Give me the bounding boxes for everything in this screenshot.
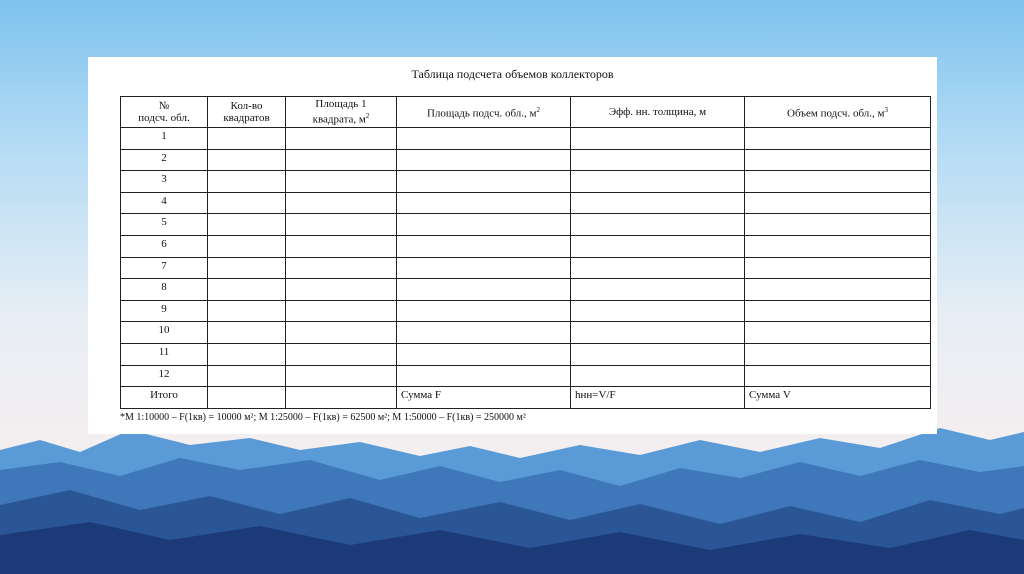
cell [286, 343, 397, 365]
cell [571, 300, 745, 322]
document-panel [88, 57, 937, 434]
cell [397, 171, 571, 193]
total-label: Итого [121, 387, 208, 409]
cell [208, 128, 286, 150]
cell [571, 192, 745, 214]
row-number: 7 [121, 257, 208, 279]
table-row [121, 257, 931, 279]
cell [208, 149, 286, 171]
cell [208, 171, 286, 193]
cell [286, 214, 397, 236]
cell [208, 365, 286, 387]
cell [286, 257, 397, 279]
row-number: 8 [121, 279, 208, 301]
cell [397, 300, 571, 322]
cell [745, 149, 931, 171]
cell [208, 214, 286, 236]
table-row [121, 171, 931, 193]
header-area-size: Площадь подсч. обл., $м^2$ [397, 97, 571, 128]
cell [286, 365, 397, 387]
cell [286, 149, 397, 171]
row-number: 5 [121, 214, 208, 236]
cell [571, 128, 745, 150]
table-row [121, 365, 931, 387]
cell [745, 235, 931, 257]
header-square-count: Кол-во квадратов [208, 97, 286, 128]
cell [208, 387, 286, 409]
row-number: 1 [121, 128, 208, 150]
table-row [121, 279, 931, 301]
table-row [121, 128, 931, 150]
row-number: 2 [121, 149, 208, 171]
table-row [121, 322, 931, 344]
scale-footnote: *М 1:10000 – F(1кв) = 10000 м²; М 1:25000 – F(1кв) = 62500 м²; М 1:50000 – F(1кв) = 250000 м² [120, 412, 526, 423]
cell [208, 192, 286, 214]
cell [745, 214, 931, 236]
cell [286, 300, 397, 322]
table-row [121, 300, 931, 322]
cell [208, 279, 286, 301]
cell [397, 257, 571, 279]
cell [745, 279, 931, 301]
cell [745, 300, 931, 322]
cell [571, 322, 745, 344]
cell [208, 343, 286, 365]
cell [397, 235, 571, 257]
cell [286, 279, 397, 301]
cell [397, 192, 571, 214]
cell [286, 192, 397, 214]
cell [745, 322, 931, 344]
table-row [121, 343, 931, 365]
row-number: 4 [121, 192, 208, 214]
cell [571, 149, 745, 171]
cell [571, 235, 745, 257]
table-row [121, 214, 931, 236]
sum-v-cell: Сумма V [745, 387, 931, 409]
header-square-area: Площадь 1 квадрата, $м^2$ [286, 97, 397, 128]
cell [286, 322, 397, 344]
cell [397, 279, 571, 301]
cell [571, 171, 745, 193]
cell [208, 322, 286, 344]
cell [571, 257, 745, 279]
cell [286, 387, 397, 409]
cell [397, 343, 571, 365]
collector-volume-table [120, 96, 931, 409]
cell [397, 322, 571, 344]
cell [571, 365, 745, 387]
cell [745, 171, 931, 193]
row-number: 10 [121, 322, 208, 344]
cell [571, 279, 745, 301]
header-row [121, 97, 931, 128]
cell [397, 149, 571, 171]
row-number: 3 [121, 171, 208, 193]
cell [208, 300, 286, 322]
cell [397, 128, 571, 150]
cell [286, 171, 397, 193]
cell [571, 343, 745, 365]
total-row [121, 387, 931, 409]
sum-f-cell: Сумма F [397, 387, 571, 409]
cell [208, 257, 286, 279]
row-number: 12 [121, 365, 208, 387]
cell [397, 365, 571, 387]
cell [286, 235, 397, 257]
row-number: 9 [121, 300, 208, 322]
cell [208, 235, 286, 257]
table-row [121, 192, 931, 214]
header-volume: Объем подсч. обл., $м^3$ [745, 97, 931, 128]
header-area-number: № подсч. обл. [121, 97, 208, 128]
table-title: Таблица подсчета объемов коллекторов [411, 67, 614, 81]
row-number: 6 [121, 235, 208, 257]
cell [397, 214, 571, 236]
cell [571, 214, 745, 236]
cell [286, 128, 397, 150]
cell [745, 128, 931, 150]
cell [745, 343, 931, 365]
table-row [121, 149, 931, 171]
cell [745, 365, 931, 387]
cell [745, 192, 931, 214]
table-row [121, 235, 931, 257]
header-effective-thickness: Эфф. нн. толщина, м [571, 97, 745, 128]
hnn-formula-cell: hнн=V/F [571, 387, 745, 409]
cell [745, 257, 931, 279]
row-number: 11 [121, 343, 208, 365]
